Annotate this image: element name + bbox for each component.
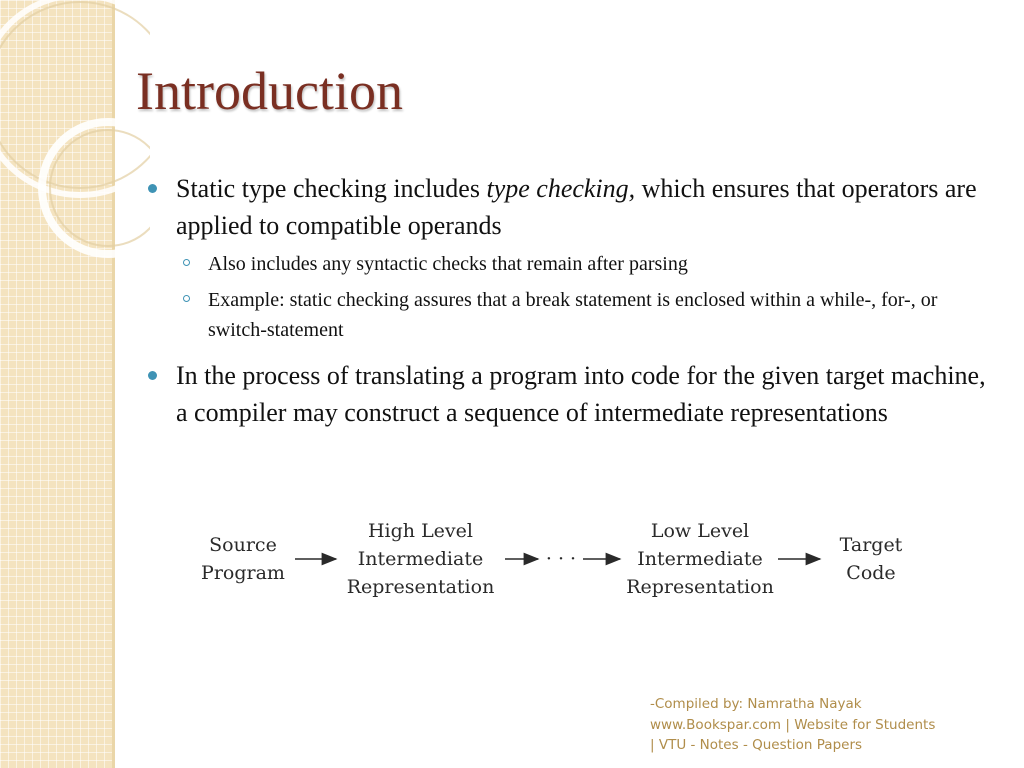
bullet-intermediate-representations	[176, 357, 996, 431]
sub-bullet-ring-icon	[183, 295, 190, 302]
sub-bullet-break-example	[208, 285, 996, 345]
decorative-circles	[0, 0, 150, 330]
bullet-list	[176, 170, 996, 436]
node-target-code: Target Code	[839, 534, 903, 584]
bullet-text: In the process of translating a program into code for the given target machine, a compiler may construct a sequence of intermediate representations	[176, 361, 986, 427]
sub-bullet-text: Also includes any syntactic checks that remain after parsing	[208, 253, 688, 275]
sub-bullet-text: Example: static checking assures that a break statement is enclosed within a while-, for-, or switch-statement	[208, 289, 938, 341]
bullet-dot-icon	[148, 371, 157, 380]
bullet-text-italic: type checking,	[486, 174, 636, 203]
footer-line-vtu: | VTU - Notes - Question Papers	[650, 737, 863, 753]
node-high-level-ir: High Level Intermediate Representation	[346, 520, 495, 598]
node-low-level-ir: Low Level Intermediate Representation	[626, 520, 774, 598]
bullet-static-type-checking	[176, 170, 996, 244]
bullet-dot-icon	[148, 184, 157, 193]
sub-bullet-syntactic-checks	[208, 249, 996, 279]
bullet-text-continued: which ensures that operators are applied to compatible operands	[176, 174, 977, 240]
slide-title: Introduction	[136, 61, 403, 121]
footer-credits	[650, 694, 935, 756]
bullet-text: Static type checking includes	[176, 174, 487, 203]
compiler-pipeline-diagram	[190, 515, 930, 605]
sub-bullet-ring-icon	[183, 259, 190, 266]
footer-line-website: www.Bookspar.com | Website for Students	[650, 716, 936, 733]
node-source-program: Source Program	[201, 534, 285, 584]
footer-line-author: -Compiled by: Namratha Nayak	[650, 696, 862, 712]
node-ellipsis: · · ·	[545, 548, 577, 570]
